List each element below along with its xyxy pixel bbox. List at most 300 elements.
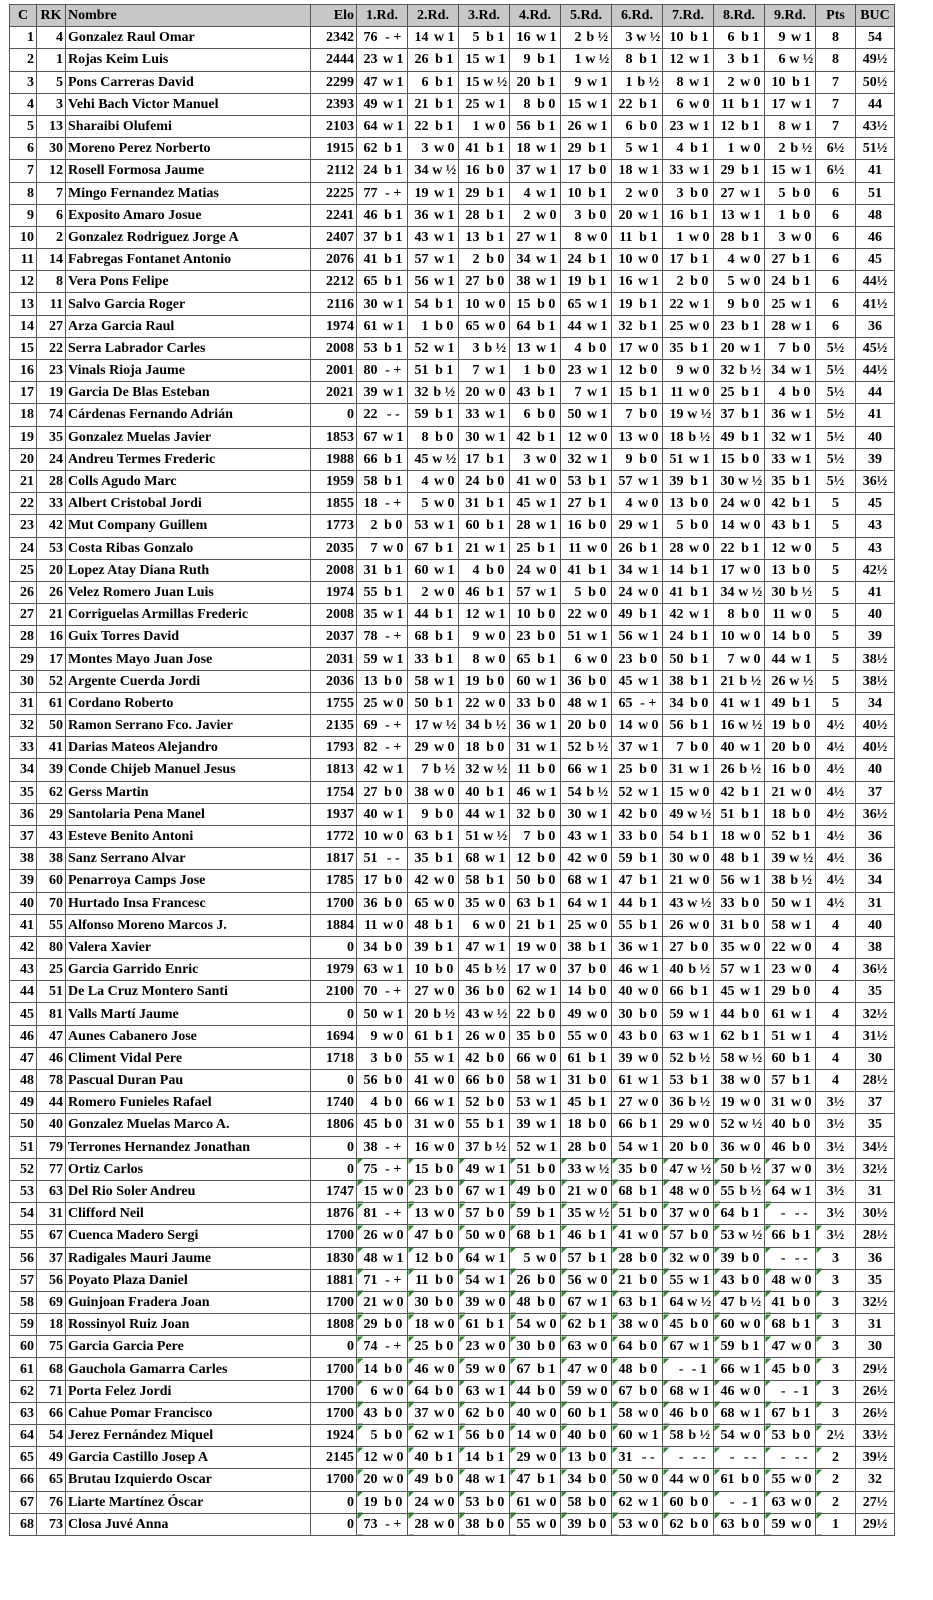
table-row[interactable] [10, 626, 895, 648]
table-row[interactable] [10, 249, 895, 271]
cell-round-6-result: w 1 [635, 1070, 663, 1092]
cell-round-8-opponent: 53 [714, 1225, 737, 1247]
cell-round-2-result: b 1 [431, 692, 459, 714]
cell-elo: 2008 [311, 559, 357, 581]
table-row[interactable] [10, 138, 895, 160]
table-row[interactable] [10, 781, 895, 803]
cell-round-9-opponent: 40 [765, 1114, 788, 1136]
cell-round-4-opponent: 22 [510, 1003, 533, 1025]
cell-round-8-opponent: 22 [714, 537, 737, 559]
table-row[interactable] [10, 448, 895, 470]
cell-round-7-opponent: 35 [663, 337, 686, 359]
cell-round-8-opponent: 13 [714, 204, 737, 226]
table-row[interactable] [10, 604, 895, 626]
cell-round-8-result: w 1 [737, 204, 765, 226]
cell-round-2-result: w ½ [431, 448, 459, 470]
col-header-name[interactable]: Nombre [66, 5, 311, 27]
cell-buchholz: 39 [856, 626, 895, 648]
table-row[interactable] [10, 870, 895, 892]
table-row[interactable] [10, 1025, 895, 1047]
cell-rk: 65 [37, 1469, 66, 1491]
cell-round-8-opponent: 8 [714, 604, 737, 626]
table-row[interactable] [10, 1513, 895, 1535]
cell-round-2-opponent: 20 [408, 1003, 431, 1025]
cell-round-7-opponent: 14 [663, 559, 686, 581]
table-row[interactable] [10, 825, 895, 847]
cell-points: 4½ [816, 737, 856, 759]
cell-round-6-opponent: 67 [612, 1380, 635, 1402]
table-row[interactable] [10, 1092, 895, 1114]
cell-round-5-opponent: 5 [561, 581, 584, 603]
cell-round-4-opponent: 48 [510, 1291, 533, 1313]
cell-round-1-opponent: 20 [357, 1469, 380, 1491]
col-header-buc[interactable]: BUC [856, 5, 895, 27]
cell-round-9-opponent: 57 [765, 1070, 788, 1092]
cell-round-4-result: b 1 [533, 648, 561, 670]
table-row[interactable] [10, 293, 895, 315]
cell-round-4-opponent: 3 [510, 448, 533, 470]
cell-round-3-opponent: 58 [459, 870, 482, 892]
cell-round-9-opponent: 58 [765, 914, 788, 936]
cell-round-8-result: w 1 [737, 1402, 765, 1424]
cell-round-4-result: w 0 [533, 959, 561, 981]
cell-round-1-result: w 0 [380, 825, 408, 847]
cell-round-2-result: b 0 [431, 959, 459, 981]
table-row[interactable] [10, 759, 895, 781]
cell-round-6-opponent: 38 [612, 1314, 635, 1336]
cell-elo: 1740 [311, 1092, 357, 1114]
cell-round-9-opponent: 31 [765, 1092, 788, 1114]
cell-round-2-opponent: 52 [408, 337, 431, 359]
cell-round-5-opponent: 29 [561, 138, 584, 160]
cell-points: 7 [816, 115, 856, 137]
cell-points: 6 [816, 204, 856, 226]
table-row[interactable] [10, 1291, 895, 1313]
cell-round-1-result: - + [380, 981, 408, 1003]
cell-round-1-opponent: 25 [357, 692, 380, 714]
table-row[interactable] [10, 226, 895, 248]
table-row[interactable] [10, 426, 895, 448]
table-row[interactable] [10, 93, 895, 115]
cell-round-7-opponent: 32 [663, 1247, 686, 1269]
cell-round-7-opponent: 68 [663, 1380, 686, 1402]
cell-buchholz: 43½ [856, 115, 895, 137]
cell-round-6-opponent: 3 [612, 27, 635, 49]
cell-points: 3½ [816, 1225, 856, 1247]
cell-round-3-result: b 0 [482, 1491, 510, 1513]
table-row[interactable] [10, 648, 895, 670]
cell-round-5-result: b 0 [584, 715, 612, 737]
cell-round-5-result: b 0 [584, 1425, 612, 1447]
cell-elo: 1915 [311, 138, 357, 160]
cell-round-6-result: b 0 [635, 759, 663, 781]
cell-round-7-opponent: 23 [663, 115, 686, 137]
cell-round-3-opponent: 65 [459, 315, 482, 337]
col-header-round-9[interactable]: 9.Rd. [765, 5, 816, 27]
table-row[interactable] [10, 581, 895, 603]
cell-round-2-result: w 0 [431, 1358, 459, 1380]
cell-round-6-opponent: 25 [612, 759, 635, 781]
cell-round-7-opponent: 20 [663, 1136, 686, 1158]
cell-player-name: Mingo Fernandez Matias [66, 182, 311, 204]
table-row[interactable] [10, 936, 895, 958]
col-header-round-1[interactable]: 1.Rd. [357, 5, 408, 27]
cell-round-1-result: b 1 [380, 226, 408, 248]
col-header-round-5[interactable]: 5.Rd. [561, 5, 612, 27]
cell-round-8-opponent: 30 [714, 470, 737, 492]
cell-player-name: Pascual Duran Pau [66, 1070, 311, 1092]
cell-elo: 2212 [311, 271, 357, 293]
cell-round-4-result: w 1 [533, 271, 561, 293]
cell-rk: 43 [37, 825, 66, 847]
cell-round-4-opponent: 47 [510, 1469, 533, 1491]
cell-round-4-result: w 0 [533, 1491, 561, 1513]
col-header-c[interactable]: C [10, 5, 37, 27]
cell-round-7-result: b 0 [686, 692, 714, 714]
cell-round-6-result: b 0 [635, 1380, 663, 1402]
col-header-round-6[interactable]: 6.Rd. [612, 5, 663, 27]
cell-player-name: Pons Carreras David [66, 71, 311, 93]
cell-round-3-opponent: 56 [459, 1425, 482, 1447]
cell-round-8-result: b 1 [737, 115, 765, 137]
cell-round-7-opponent: 43 [663, 892, 686, 914]
cell-round-8-opponent: 59 [714, 1336, 737, 1358]
cell-round-1-result: b 1 [380, 271, 408, 293]
cell-points: 4½ [816, 870, 856, 892]
table-row[interactable] [10, 404, 895, 426]
cell-round-7-opponent: 24 [663, 626, 686, 648]
cell-round-4-result: w 1 [533, 138, 561, 160]
cell-round-3-opponent: 68 [459, 848, 482, 870]
cell-round-8-result: w 0 [737, 648, 765, 670]
cell-points: 5½ [816, 382, 856, 404]
cell-round-6-result: w 1 [635, 936, 663, 958]
cell-points: 4½ [816, 781, 856, 803]
col-header-round-8[interactable]: 8.Rd. [714, 5, 765, 27]
cell-round-8-result: b 1 [737, 1203, 765, 1225]
cell-round-6-opponent: 66 [612, 1114, 635, 1136]
cell-round-8-opponent: 29 [714, 160, 737, 182]
cell-round-6-opponent: 5 [612, 138, 635, 160]
table-row[interactable] [10, 1402, 895, 1424]
cell-round-4-opponent: 28 [510, 515, 533, 537]
table-row[interactable] [10, 1358, 895, 1380]
cell-round-1-opponent: 3 [357, 1047, 380, 1069]
cell-round-3-result: b 0 [482, 160, 510, 182]
table-row[interactable] [10, 892, 895, 914]
cell-round-3-opponent: 9 [459, 626, 482, 648]
cell-round-5-opponent: 22 [561, 604, 584, 626]
cell-round-9-result: b 0 [788, 803, 816, 825]
table-row[interactable] [10, 315, 895, 337]
cell-buchholz: 35 [856, 1114, 895, 1136]
table-row[interactable] [10, 1247, 895, 1269]
table-row[interactable] [10, 959, 895, 981]
cell-round-3-opponent: 47 [459, 936, 482, 958]
table-row[interactable] [10, 1114, 895, 1136]
cell-round-5-opponent: 60 [561, 1402, 584, 1424]
cell-buchholz: 37 [856, 781, 895, 803]
cell-rank: 8 [10, 182, 37, 204]
cell-points: 5 [816, 626, 856, 648]
cell-round-3-opponent: 18 [459, 737, 482, 759]
cell-rk: 56 [37, 1269, 66, 1291]
cell-round-2-result: w ½ [431, 715, 459, 737]
table-row[interactable] [10, 1269, 895, 1291]
cell-round-7-result: w 0 [686, 781, 714, 803]
cell-buchholz: 45 [856, 249, 895, 271]
cell-round-3-result: b 0 [482, 470, 510, 492]
col-header-round-4[interactable]: 4.Rd. [510, 5, 561, 27]
table-row[interactable] [10, 1469, 895, 1491]
cell-round-6-result: w 0 [635, 1469, 663, 1491]
cell-round-2-opponent: 42 [408, 870, 431, 892]
cell-round-1-opponent: 7 [357, 537, 380, 559]
cell-round-8-result: b ½ [737, 670, 765, 692]
table-row[interactable] [10, 360, 895, 382]
cell-round-4-result: b 0 [533, 93, 561, 115]
cell-round-7-opponent: 52 [663, 1047, 686, 1069]
cell-buchholz: 28½ [856, 1070, 895, 1092]
cell-round-1-result: b 1 [380, 581, 408, 603]
table-row[interactable] [10, 692, 895, 714]
cell-round-8-result: b 1 [737, 404, 765, 426]
cell-player-name: Brutau Izquierdo Oscar [66, 1469, 311, 1491]
cell-round-2-opponent: 26 [408, 49, 431, 71]
table-row[interactable] [10, 160, 895, 182]
cell-round-5-opponent: 14 [561, 981, 584, 1003]
cell-round-6-opponent: 54 [612, 1136, 635, 1158]
cell-player-name: Darias Mateos Alejandro [66, 737, 311, 759]
col-header-pts[interactable]: Pts [816, 5, 856, 27]
cell-round-5-result: w 1 [584, 825, 612, 847]
cell-round-3-result: w ½ [482, 71, 510, 93]
cell-round-6-opponent: 62 [612, 1491, 635, 1513]
cell-round-3-opponent: 16 [459, 160, 482, 182]
table-row[interactable] [10, 559, 895, 581]
cell-round-4-result: w 1 [533, 1092, 561, 1114]
cell-round-8-result: b 0 [737, 1247, 765, 1269]
col-header-elo[interactable]: Elo [311, 5, 357, 27]
cell-elo: 2342 [311, 27, 357, 49]
cell-round-6-opponent: 63 [612, 1291, 635, 1313]
cell-round-8-opponent: 23 [714, 315, 737, 337]
col-header-round-2[interactable]: 2.Rd. [408, 5, 459, 27]
cell-round-5-opponent: 3 [561, 204, 584, 226]
cell-round-4-result: w 0 [533, 1402, 561, 1424]
cell-round-6-result: b 0 [635, 1158, 663, 1180]
cell-round-9-result: b 0 [788, 204, 816, 226]
cell-round-2-opponent: 38 [408, 781, 431, 803]
cell-round-8-result: w 0 [737, 1425, 765, 1447]
cell-round-1-result: - + [380, 27, 408, 49]
table-row[interactable] [10, 1047, 895, 1069]
cell-round-5-result: w 0 [584, 1358, 612, 1380]
table-row[interactable] [10, 271, 895, 293]
cell-round-2-result: b 1 [431, 71, 459, 93]
cell-round-3-result: b 1 [482, 515, 510, 537]
cell-round-4-result: b 1 [533, 892, 561, 914]
cell-round-9-opponent: 46 [765, 1136, 788, 1158]
cell-round-9-opponent: 64 [765, 1180, 788, 1202]
cell-rk: 71 [37, 1380, 66, 1402]
cell-round-1-opponent: 50 [357, 1003, 380, 1025]
table-row[interactable] [10, 537, 895, 559]
cell-round-7-result: b 0 [686, 1314, 714, 1336]
cell-points: 6½ [816, 138, 856, 160]
cell-round-4-opponent: 20 [510, 71, 533, 93]
cell-round-8-result: w 0 [737, 559, 765, 581]
cell-rank: 15 [10, 337, 37, 359]
table-row[interactable] [10, 337, 895, 359]
cell-round-9-opponent: 23 [765, 959, 788, 981]
cell-round-9-result: b 1 [788, 1070, 816, 1092]
cell-round-3-result: b 1 [482, 870, 510, 892]
table-row[interactable] [10, 1070, 895, 1092]
cell-round-9-result: w 0 [788, 1336, 816, 1358]
cell-round-4-result: b 0 [533, 825, 561, 847]
cell-round-4-result: w 1 [533, 1070, 561, 1092]
cell-round-3-opponent: 45 [459, 959, 482, 981]
table-row[interactable] [10, 470, 895, 492]
cell-round-9-opponent: - [765, 1247, 788, 1269]
cell-rk: 63 [37, 1180, 66, 1202]
cell-round-6-opponent: 21 [612, 1269, 635, 1291]
table-row[interactable] [10, 1447, 895, 1469]
table-row[interactable] [10, 670, 895, 692]
cell-round-5-opponent: 16 [561, 515, 584, 537]
table-row[interactable] [10, 715, 895, 737]
table-row[interactable] [10, 914, 895, 936]
cell-round-2-result: w 0 [431, 1203, 459, 1225]
table-row[interactable] [10, 182, 895, 204]
cell-round-3-opponent: 60 [459, 515, 482, 537]
cell-round-8-opponent: 12 [714, 115, 737, 137]
cell-points: 5½ [816, 360, 856, 382]
table-row[interactable] [10, 515, 895, 537]
cell-round-1-opponent: 42 [357, 759, 380, 781]
cell-round-8-opponent: 19 [714, 1092, 737, 1114]
cell-round-8-opponent: 50 [714, 1158, 737, 1180]
cell-round-3-result: w 1 [482, 49, 510, 71]
table-row[interactable] [10, 848, 895, 870]
table-row[interactable] [10, 1380, 895, 1402]
cell-round-8-result: b 1 [737, 803, 765, 825]
cell-rank: 14 [10, 315, 37, 337]
cell-round-4-result: w 0 [533, 1047, 561, 1069]
cell-round-7-opponent: 9 [663, 360, 686, 382]
table-row[interactable] [10, 204, 895, 226]
cell-round-9-opponent: 17 [765, 93, 788, 115]
cell-elo: 1974 [311, 315, 357, 337]
cell-round-6-result: b 1 [635, 93, 663, 115]
table-row[interactable] [10, 981, 895, 1003]
cell-rk: 46 [37, 1047, 66, 1069]
cell-round-5-opponent: 44 [561, 315, 584, 337]
cell-round-5-result: b 0 [584, 581, 612, 603]
col-header-round-3[interactable]: 3.Rd. [459, 5, 510, 27]
cell-round-4-opponent: 16 [510, 27, 533, 49]
table-row[interactable] [10, 493, 895, 515]
table-row[interactable] [10, 71, 895, 93]
cell-round-8-opponent: 60 [714, 1314, 737, 1336]
cell-round-2-result: w 0 [431, 892, 459, 914]
cell-points: 4½ [816, 715, 856, 737]
cell-round-2-opponent: 47 [408, 1225, 431, 1247]
table-row[interactable] [10, 382, 895, 404]
table-row[interactable] [10, 737, 895, 759]
cell-round-6-opponent: 22 [612, 93, 635, 115]
cell-round-1-result: w 1 [380, 315, 408, 337]
table-row[interactable] [10, 1425, 895, 1447]
cell-round-6-opponent: 27 [612, 1092, 635, 1114]
cell-round-2-result: w 0 [431, 138, 459, 160]
cell-round-3-opponent: 67 [459, 1180, 482, 1202]
cell-rank: 29 [10, 648, 37, 670]
cell-round-8-opponent: 58 [714, 1047, 737, 1069]
table-row[interactable] [10, 1314, 895, 1336]
cell-round-7-result: w 1 [686, 1025, 714, 1047]
cell-round-7-opponent: 39 [663, 470, 686, 492]
cell-buchholz: 32½ [856, 1003, 895, 1025]
table-row[interactable] [10, 1136, 895, 1158]
cell-round-1-opponent: 2 [357, 515, 380, 537]
table-row[interactable] [10, 1336, 895, 1358]
table-row[interactable] [10, 1491, 895, 1513]
cell-round-7-result: b 1 [686, 648, 714, 670]
cell-round-6-opponent: 60 [612, 1425, 635, 1447]
cell-round-5-opponent: 48 [561, 692, 584, 714]
cell-round-6-opponent: 43 [612, 1025, 635, 1047]
table-row[interactable] [10, 49, 895, 71]
cell-player-name: Andreu Termes Frederic [66, 448, 311, 470]
table-row[interactable] [10, 1180, 895, 1202]
cell-round-5-opponent: 21 [561, 1180, 584, 1202]
cell-round-3-opponent: 54 [459, 1269, 482, 1291]
cell-round-3-opponent: 8 [459, 648, 482, 670]
cell-round-7-result: b 1 [686, 138, 714, 160]
cell-round-3-opponent: 3 [459, 337, 482, 359]
table-row[interactable] [10, 1003, 895, 1025]
cell-round-5-opponent: 52 [561, 737, 584, 759]
cell-round-1-opponent: 49 [357, 93, 380, 115]
table-row[interactable] [10, 1203, 895, 1225]
table-row[interactable] [10, 1225, 895, 1247]
table-row[interactable] [10, 27, 895, 49]
cell-round-8-result: w 0 [737, 936, 765, 958]
cell-round-8-result: b 0 [737, 604, 765, 626]
cell-round-5-result: w 1 [584, 315, 612, 337]
cell-round-6-opponent: 41 [612, 1225, 635, 1247]
col-header-round-7[interactable]: 7.Rd. [663, 5, 714, 27]
col-header-rk[interactable]: RK [37, 5, 66, 27]
table-row[interactable] [10, 115, 895, 137]
table-row[interactable] [10, 1158, 895, 1180]
table-row[interactable] [10, 803, 895, 825]
cell-round-1-opponent: 37 [357, 226, 380, 248]
cell-round-1-result: b 0 [380, 781, 408, 803]
cell-round-8-opponent: 48 [714, 848, 737, 870]
cell-buchholz: 31 [856, 892, 895, 914]
cell-round-8-result: w ½ [737, 581, 765, 603]
cell-player-name: Gauchola Gamarra Carles [66, 1358, 311, 1380]
cell-round-5-opponent: 9 [561, 71, 584, 93]
cell-rank: 26 [10, 581, 37, 603]
cell-round-4-result: b 0 [533, 1158, 561, 1180]
cell-round-7-opponent: 2 [663, 271, 686, 293]
cell-points: 5½ [816, 448, 856, 470]
cell-round-9-result: w ½ [788, 848, 816, 870]
